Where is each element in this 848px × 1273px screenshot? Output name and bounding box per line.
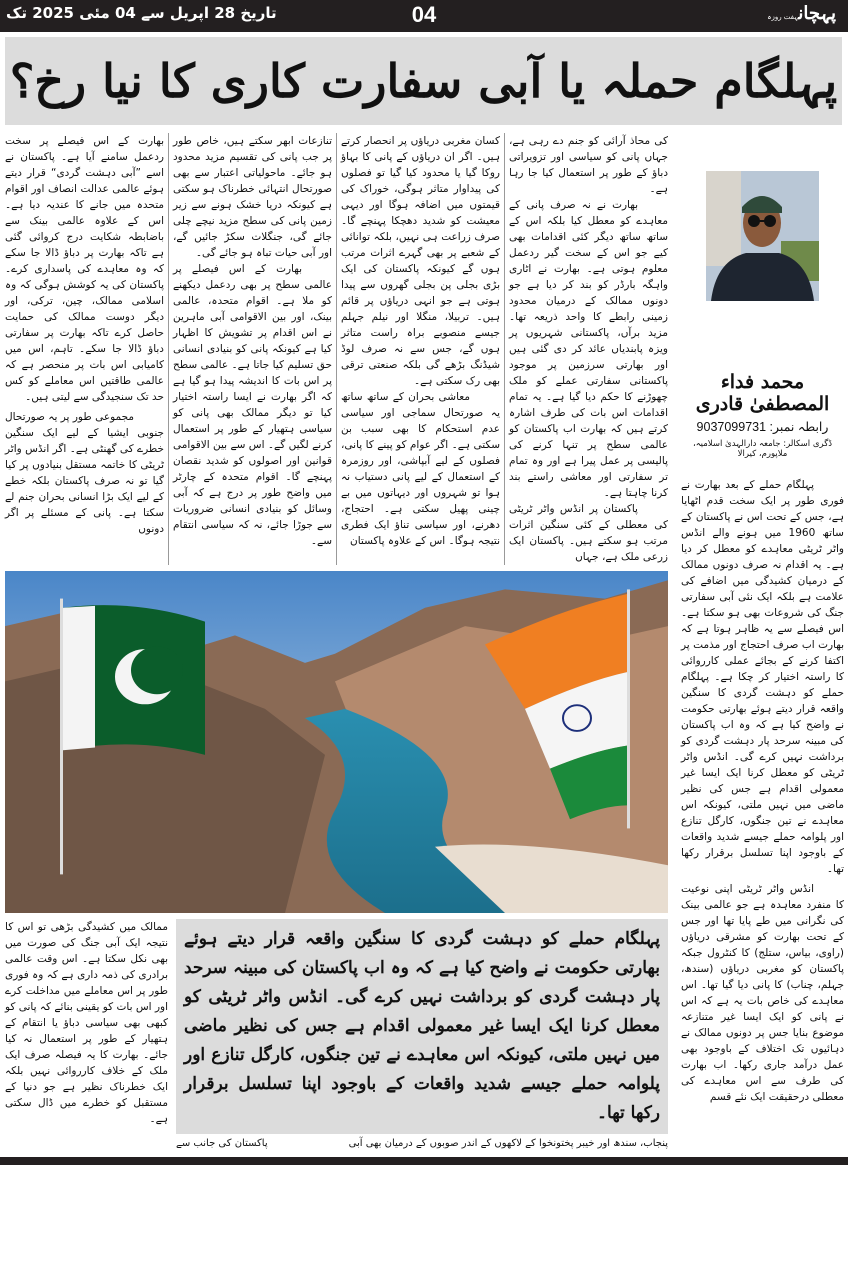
headline-box: [5, 37, 842, 125]
issue-date: تاریخ 28 اپریل سے 04 مئی 2025 تک: [6, 4, 277, 22]
pull-quote: پہلگام حملے کو دہشت گردی کا سنگین واقعہ قرار دیتے ہوئے بھارتی حکومت نے واضح کیا ہے کہ وہ اب پاکستان کی مبینہ سرحد پار دہشت گردی کو برداشت نہیں کرے گی۔ انڈس واٹر ٹریٹی کو معطل کرنا ایک ایسا غیر معمولی اقدام ہے جس کی نظیر ماضی میں نہیں ملتی، کیونکہ اس معاہدے نے تین جنگوں، کارگل تنازع اور پلوامہ حملے جیسے شدید واقعات کے باوجود اپنا تسلسل برقرار رکھا تھا۔: [176, 919, 668, 1134]
page-number: 04: [411, 2, 437, 27]
article-body: [0, 125, 848, 1151]
author-name: محمد فداء المصطفیٰ قادری: [695, 371, 830, 415]
column-3: [336, 133, 504, 565]
paragraph: مجموعی طور پر یہ صورتحال جنوبی ایشیا کے لیے ایک سنگین خطرے کی گھنٹی ہے۔ اگر انڈس واٹر ٹریٹی کا خاتمہ مستقل بنیادوں پر کیا گیا تو نہ صرف پاکستان بلکہ خطے کے لیے ایک بڑا انسانی بحران جنم لے سکتا ہے۔ پانی کے مسئلے پر اگر دونوں: [5, 411, 164, 535]
paragraph: انڈس واٹر ٹریٹی اپنی نوعیت کا منفرد معاہدہ ہے جو عالمی بینک کی نگرانی میں طے پایا تھا اور جس کے تحت بھارت کو مشرقی دریاؤں (راوی، بیاس، ستلج) کا کنٹرول جبکہ پاکستان کو مغربی دریاؤں (سندھ، جہلم، چناب) کا پانی دیا گیا تھا۔ اس معاہدے کی خاص بات یہ ہے کہ اس نے پانی کو ایک ایسا غیر متنازعہ موضوع بنایا جس پر دونوں ممالک نے دہائیوں تک اختلاف کے باوجود بھی عمل درآمد جاری رکھا۔ اب بھارت کی طرف سے اس معاہدے کی معطلی درحقیقت ایک نئے قسم: [681, 883, 844, 1103]
headline: پہلگام حملہ یا آبی سفارت کاری کا نیا رخ؟: [9, 54, 838, 108]
paragraph: کسان مغربی دریاؤں پر انحصار کرتے ہیں۔ اگر ان دریاؤں کے پانی کا بہاؤ روکا گیا یا محدود کیا گیا تو فصلوں کی پیداوار متاثر ہوگی، خوراک کی قیمتوں میں اضافہ ہوگا اور دیہی معیشت کو شدید دھچکا پہنچے گا۔ صرف زراعت ہی نہیں، بلکہ توانائی کے شعبے پر بھی گہرے اثرات مرتب ہوں گے کیونکہ پاکستان کی ایک بڑی بجلی پن بجلی گھروں سے پیدا ہوتی ہے جو انہی دریاؤں پر قائم ہیں۔ تربیلا، منگلا اور نیلم جہلم جیسے منصوبے براہ راست متاثر ہوں گے، جس سے نہ صرف لوڈ شیڈنگ بڑھے گی بلکہ صنعتی ترقی بھی رک سکتی ہے۔: [341, 135, 500, 387]
column-1-continued: [5, 919, 168, 1151]
footer-bar: [0, 1157, 848, 1165]
author-affiliation: ڈگری اسکالر: جامعہ دارالہدیٰ اسلامیہ، ملاپورم، کیرالا: [692, 439, 833, 459]
column-4: [504, 133, 668, 565]
column-1: [5, 133, 168, 565]
masthead-bar: [0, 0, 848, 32]
paragraph: ممالک میں کشیدگی بڑھی تو اس کا نتیجہ ایک آبی جنگ کی صورت میں بھی نکل سکتا ہے۔ اس وقت عالمی برادری کی ذمہ داری ہے کہ وہ فوری طور پر اس معاملے میں مداخلت کرے اور اس بات کو یقینی بنائے کہ پانی کو کبھی بھی سیاسی دباؤ یا انتقام کے ہتھیار کے طور پر استعمال نہ کیا جائے۔ بھارت کا یہ فیصلہ صرف ایک ملک کے خلاف کارروائی نہیں بلکہ ایک خطرناک نظیر ہے جو دنیا کے مستقبل کو خطرے میں ڈال سکتی ہے۔: [5, 921, 168, 1125]
bottom-fragments: [176, 1137, 668, 1151]
paragraph: تنازعات ابھر سکتے ہیں، خاص طور پر جب پانی کی تقسیم مزید محدود ہو جائے۔ ماحولیاتی اعتبار سے بھی صورتحال انتہائی خطرناک ہو سکتی ہے کیونکہ دریا خشک ہونے سے زیر زمین پانی کی سطح مزید نیچے چلی جائے گی، جنگلات سکڑ جائیں گے، اور آبی حیات تباہ ہو جائے گی۔: [173, 135, 332, 259]
author-contact: رابطہ نمبر: 9037099731: [696, 420, 829, 434]
text-fragment: پاکستان کی جانب سے: [176, 1138, 268, 1149]
paragraph: بھارت کے اس فیصلے پر سخت ردعمل سامنے آیا ہے۔ پاکستان نے اسے ”آبی دہشت گردی“ قرار دیتے ہوئے عالمی عدالت انصاف اور اقوام متحدہ میں جانے کا عندیہ دیا ہے۔ اس کے علاوہ عالمی بینک سے باضابطہ شکایت درج کروائی گئی ہے تاکہ بھارت پر دباؤ ڈالا جا سکے کہ وہ معاہدے کی پاسداری کرے۔ پاکستان کی یہ کوشش ہوگی کہ وہ اسلامی ممالک، چین، ترکی، اور دیگر دوست ممالک کی حمایت حاصل کرے تاکہ بھارت پر سفارتی دباؤ ڈالا جا سکے۔ تاہم، اس میں کامیابی اس بات پر منحصر ہے کہ عالمی طاقتیں اس معاملے کو کس حد تک سنجیدگی سے لیتی ہیں۔: [5, 135, 164, 403]
paragraph: معاشی بحران کے ساتھ ساتھ یہ صورتحال سماجی اور سیاسی عدم استحکام کا بھی سبب بن سکتی ہے۔ اگر عوام کو پینے کا پانی، فصلوں کے لیے آبپاشی، اور روزمرہ کے استعمال کے لیے پانی دستیاب نہ ہوا تو شہروں اور دیہاتوں میں بے چینی پھیل سکتی ہے۔ احتجاج، دھرنے، اور سیاسی تناؤ ایک فطری نتیجہ ہوگا۔ اس کے علاوہ پاکستان: [341, 391, 500, 547]
newspaper-logo: [763, 3, 836, 24]
quote-area: [176, 919, 668, 1151]
logo-text: پہچان: [798, 3, 836, 24]
logo-tagline: ہفت روزہ: [767, 13, 799, 21]
paragraph: بھارت کے اس فیصلے پر عالمی سطح پر بھی ردعمل دیکھنے کو ملا ہے۔ اقوام متحدہ، عالمی بینک، اور بین الاقوامی آبی ماہرین نے اس اقدام پر تشویش کا اظہار کیا ہے کیونکہ پانی کو بنیادی انسانی حق تسلیم کیا جاتا ہے۔ عالمی سطح پر اس بات کا اندیشہ پیدا ہو گیا ہے کہ اگر بھارت نے ایسا راستہ اختیار کیا تو دیگر ممالک بھی پانی کو سیاسی ہتھیار کے طور پر استعمال کرنے لگیں گے۔ اس سے بین الاقوامی قوانین اور اصولوں کو شدید نقصان پہنچے گا۔ اقوام متحدہ کے چارٹر میں واضح طور پر درج ہے کہ آبی وسائل کو بنیادی انسانی ضروریات سے جوڑا جائے، نہ کہ سیاسی انتقام سے۔: [173, 263, 332, 547]
text-fragment: پنجاب، سندھ اور خیبر پختونخوا کے لاکھوں کے اندر صوبوں کے درمیان بھی آبی: [348, 1138, 668, 1149]
column-2: [168, 133, 336, 565]
column-5: [681, 477, 844, 1105]
paragraph: پہلگام حملے کے بعد بھارت نے فوری طور پر ایک سخت قدم اٹھایا ہے، جس کے تحت اس نے پاکستان کے ساتھ 1960 میں ہونے والے انڈس واٹر ٹریٹی معاہدے کو معطل کر دیا ہے۔ یہ اقدام نہ صرف دونوں ممالک کے درمیان کشیدگی میں اضافے کی علامت ہے بلکہ ایک نئی آبی سفارتی جنگ کی شروعات بھی ہو سکتا ہے۔ اس فیصلے سے یہ ظاہر ہوتا ہے کہ بھارت اب صرف احتجاج اور مذمت پر اکتفا کرنے کے بجائے عملی کارروائی کا راستہ اختیار کر چکا ہے۔ پہلگام حملے کو دہشت گردی کا سنگین واقعہ قرار دیتے ہوئے بھارتی حکومت نے واضح کیا ہے کہ وہ اب پاکستان کی مبینہ سرحد پار دہشت گردی کو برداشت نہیں کرے گی۔ انڈس واٹر ٹریٹی کو معطل کرنا ایک ایسا غیر معمولی اقدام ہے جس کی نظیر ماضی میں نہیں ملتی، کیونکہ اس معاہدے نے تین جنگوں، کارگل تنازع اور پلوامہ حملے جیسے شدید واقعات کے باوجود اپنا تسلسل برقرار رکھا تھا۔: [681, 479, 844, 875]
paragraph: کی محاذ آرائی کو جنم دے رہی ہے، جہاں پانی کو سیاسی اور تزویراتی دباؤ کے طور پر استعمال کیا جا رہا ہے۔: [509, 135, 668, 195]
bottom-row: [5, 919, 668, 1151]
left-area: [5, 133, 668, 1151]
article-image-flags-river: [5, 571, 668, 913]
author-photo: [706, 171, 819, 301]
paragraph: پاکستان پر انڈس واٹر ٹریٹی کی معطلی کے کئی سنگین اثرات مرتب ہو سکتے ہیں۔ پاکستان ایک زرعی ملک ہے، جہاں: [509, 503, 668, 563]
right-column: [680, 133, 845, 1151]
paragraph: بھارت نے نہ صرف پانی کے معاہدے کو معطل کیا بلکہ اس کے ساتھ ساتھ دیگر کئی اقدامات بھی کیے جو اس کے سخت گیر ردعمل معلوم ہوتی ہے۔ بھارت نے اٹاری واہگہ بارڈر کو بند کر دیا ہے جو دونوں ممالک کے درمیان محدود زمینی رابطے کا واحد ذریعہ تھا۔ مزید برآں، پاکستانی شہریوں پر ویزہ پابندیاں عائد کر دی گئی ہیں اور بھارتی سرزمین پر موجود پاکستانی سفارتی عملے کو ملک چھوڑنے کا حکم دیا گیا ہے۔ یہ تمام اقدامات اس بات کی طرف اشارہ کرتے ہیں کہ بھارت اب پاکستان کو عالمی سطح پر تنہا کرنے کی پالیسی پر عمل پیرا ہے اور وہ تمام تر سفارتی اور معاشی راستے بند کرنا چاہتا ہے۔: [509, 199, 668, 499]
top-columns: [5, 133, 668, 565]
